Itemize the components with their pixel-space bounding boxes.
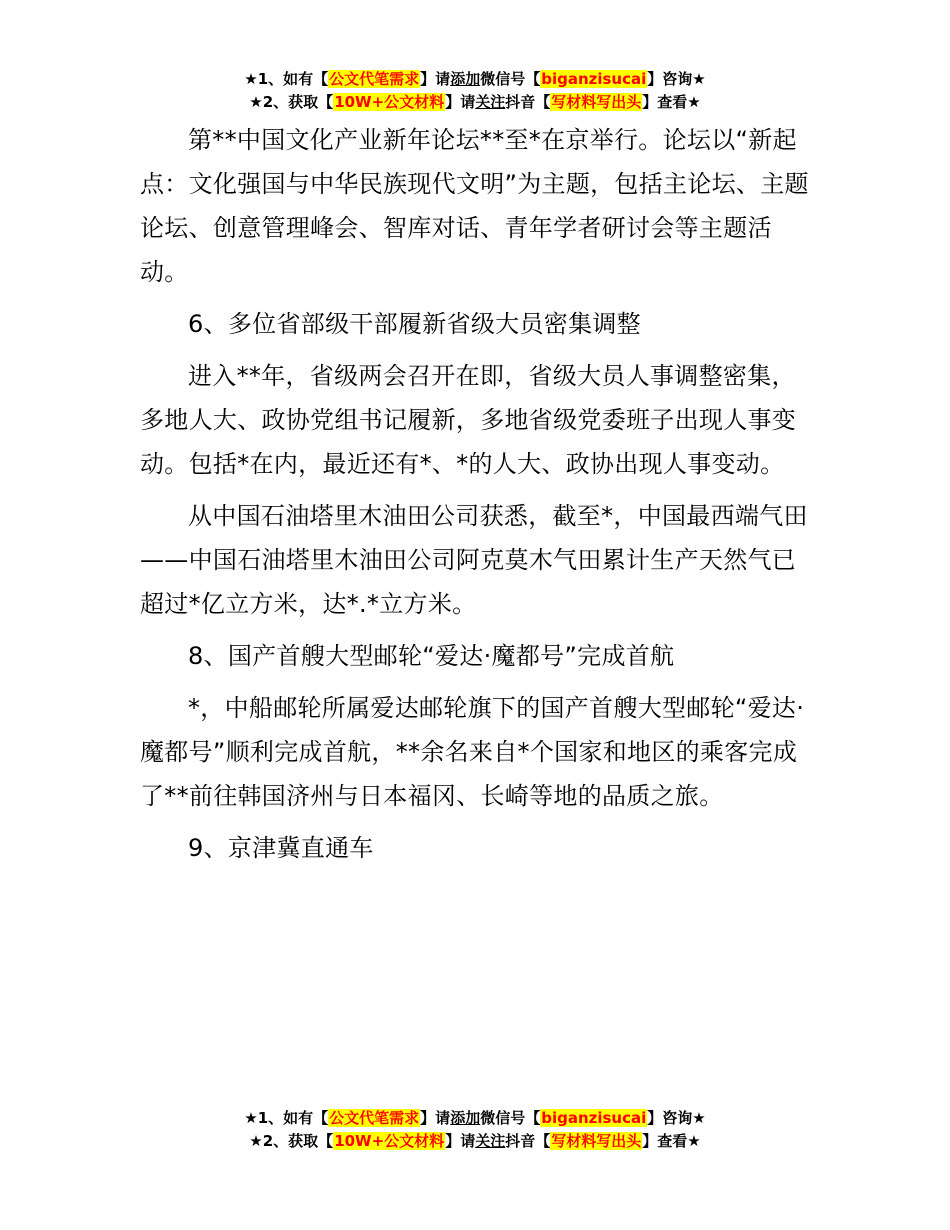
underline-text: 添加: [450, 1109, 481, 1127]
header-banner: [0, 68, 950, 114]
highlight-douyin-id: 写材料写出头: [551, 93, 642, 111]
underline-text: 添加: [450, 70, 481, 88]
banner-text: 】请: [420, 70, 451, 88]
banner-line-1: [0, 1107, 950, 1130]
banner-text: 】查看★: [642, 1132, 701, 1150]
underline-text: 关注: [475, 93, 506, 111]
banner-text: 】请: [445, 93, 476, 111]
banner-text: 】咨询★: [647, 1109, 706, 1127]
banner-text: ★2、获取【: [249, 1132, 334, 1150]
banner-text: 抖音【: [505, 93, 551, 111]
banner-line-1: [0, 68, 950, 91]
highlight-service: 公文代笔需求: [329, 70, 420, 88]
highlight-wechat-id: biganzisucai: [541, 1109, 647, 1127]
banner-text: 】请: [445, 1132, 476, 1150]
highlight-douyin-id: 写材料写出头: [551, 1132, 642, 1150]
highlight-wechat-id: biganzisucai: [541, 70, 647, 88]
banner-text: 微信号【: [480, 70, 541, 88]
banner-text: ★1、如有【: [244, 70, 329, 88]
paragraph: *，中船邮轮所属爱达邮轮旗下的国产首艘大型邮轮“爱达·魔都号”顺利完成首航，**余名来自*个国家和地区的乘客完成了**前往韩国济州与日本福冈、长崎等地的品质之旅。: [140, 694, 805, 810]
banner-text: ★1、如有【: [244, 1109, 329, 1127]
banner-text: 抖音【: [505, 1132, 551, 1150]
section-heading: 6、多位省部级干部履新省级大员密集调整: [188, 310, 641, 338]
highlight-materials: 10W+公文材料: [334, 1132, 445, 1150]
footer-banner: [0, 1107, 950, 1153]
paragraph: 第**中国文化产业新年论坛**至*在京举行。论坛以“新起点：文化强国与中华民族现代文明”为主题，包括主论坛、主题论坛、创意管理峰会、智库对话、青年学者研讨会等主题活动。: [140, 126, 809, 286]
section-heading: 9、京津冀直通车: [188, 834, 374, 862]
banner-line-2: [0, 91, 950, 114]
highlight-service: 公文代笔需求: [329, 1109, 420, 1127]
underline-text: 关注: [475, 1132, 506, 1150]
banner-text: 微信号【: [480, 1109, 541, 1127]
paragraph: 从中国石油塔里木油田公司获悉，截至*，中国最西端气田——中国石油塔里木油田公司阿克莫木气田累计生产天然气已超过*亿立方米，达*.*立方米。: [140, 502, 808, 618]
paragraph: 进入**年，省级两会召开在即，省级大员人事调整密集，多地人大、政协党组书记履新，多地省级党委班子出现人事变动。包括*在内，最近还有*、*的人大、政协出现人事变动。: [140, 362, 797, 478]
banner-text: 】请: [420, 1109, 451, 1127]
banner-text: 】咨询★: [647, 70, 706, 88]
banner-line-2: [0, 1130, 950, 1153]
banner-text: 】查看★: [642, 93, 701, 111]
document-body: [140, 118, 816, 878]
banner-text: ★2、获取【: [249, 93, 334, 111]
section-heading: 8、国产首艘大型邮轮“爱达·魔都号”完成首航: [188, 642, 675, 670]
highlight-materials: 10W+公文材料: [334, 93, 445, 111]
